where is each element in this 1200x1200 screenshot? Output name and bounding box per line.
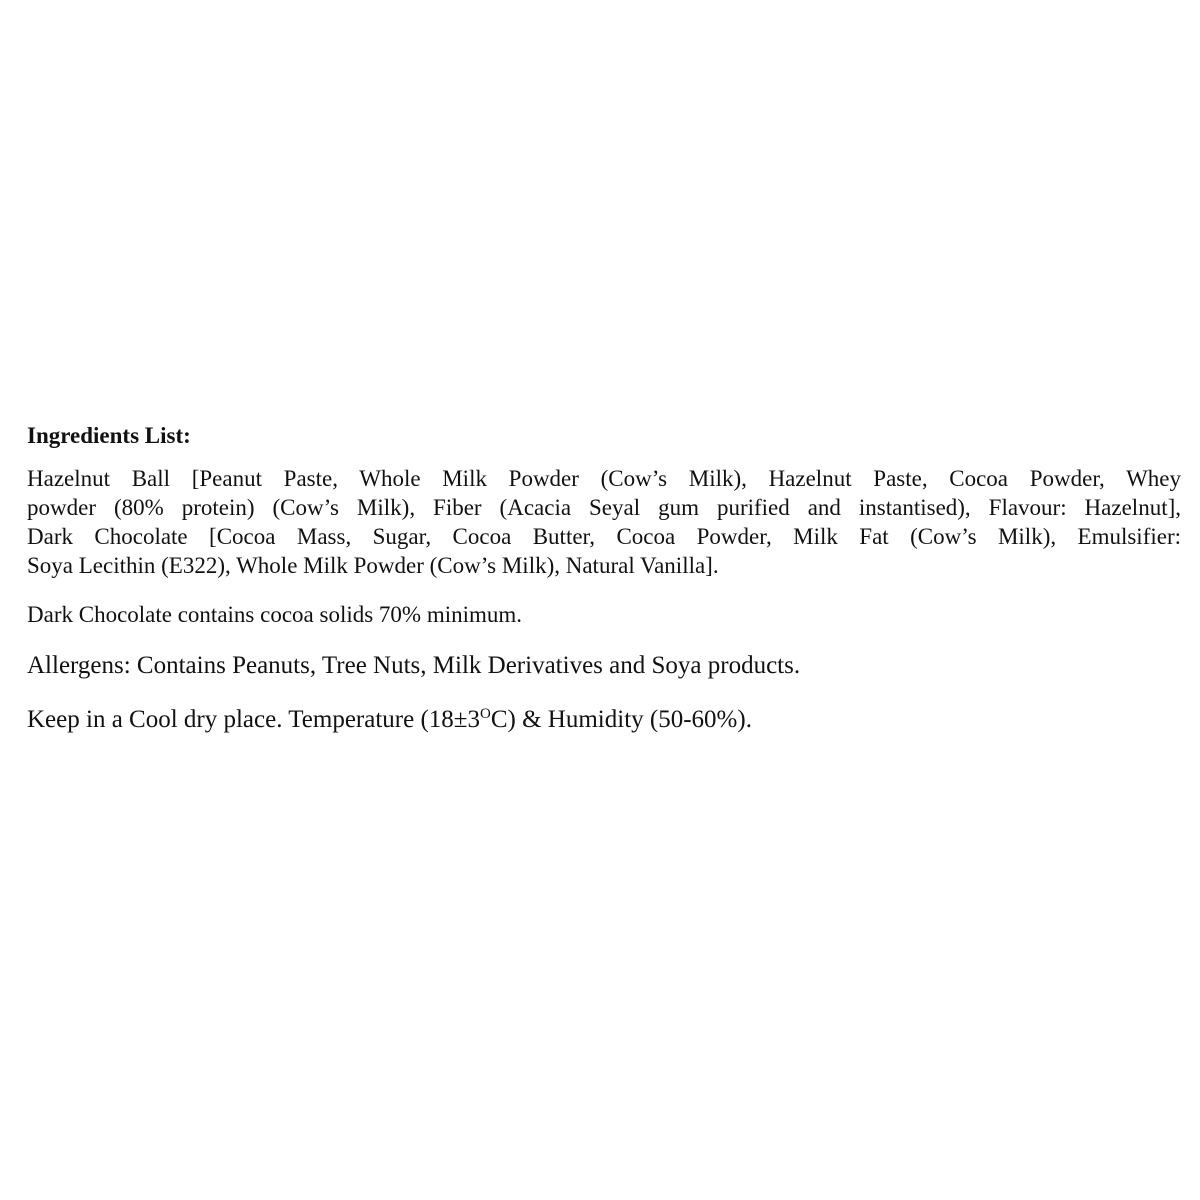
- ingredients-line-1: Hazelnut Ball [Peanut Paste, Whole Milk Powder (Cow’s Milk), Hazelnut Paste, Cocoa Powder, Whey: [27, 466, 1181, 491]
- ingredients-line-2: powder (80% protein) (Cow’s Milk), Fiber (Acacia Seyal gum purified and instantised), Flavour: Hazelnut],: [27, 495, 1181, 520]
- cocoa-content-note: Dark Chocolate contains cocoa solids 70% minimum.: [27, 602, 523, 627]
- ingredients-heading: Ingredients List:: [27, 423, 191, 448]
- storage-instructions: [27, 704, 1181, 736]
- ingredients-line-4: Soya Lecithin (E322), Whole Milk Powder (Cow’s Milk), Natural Vanilla].: [27, 553, 719, 578]
- degree-superscript: O: [480, 706, 491, 722]
- storage-text-after: C) & Humidity (50-60%).: [490, 706, 752, 733]
- allergens-statement: Allergens: Contains Peanuts, Tree Nuts, Milk Derivatives and Soya products.: [27, 652, 801, 679]
- ingredients-paragraph: [27, 464, 1181, 580]
- ingredients-document: [27, 418, 1181, 736]
- storage-text-before: Keep in a Cool dry place. Temperature (18±3: [27, 706, 481, 733]
- ingredients-line-3: Dark Chocolate [Cocoa Mass, Sugar, Cocoa Butter, Cocoa Powder, Milk Fat (Cow’s Milk), Emulsifier:: [27, 524, 1181, 549]
